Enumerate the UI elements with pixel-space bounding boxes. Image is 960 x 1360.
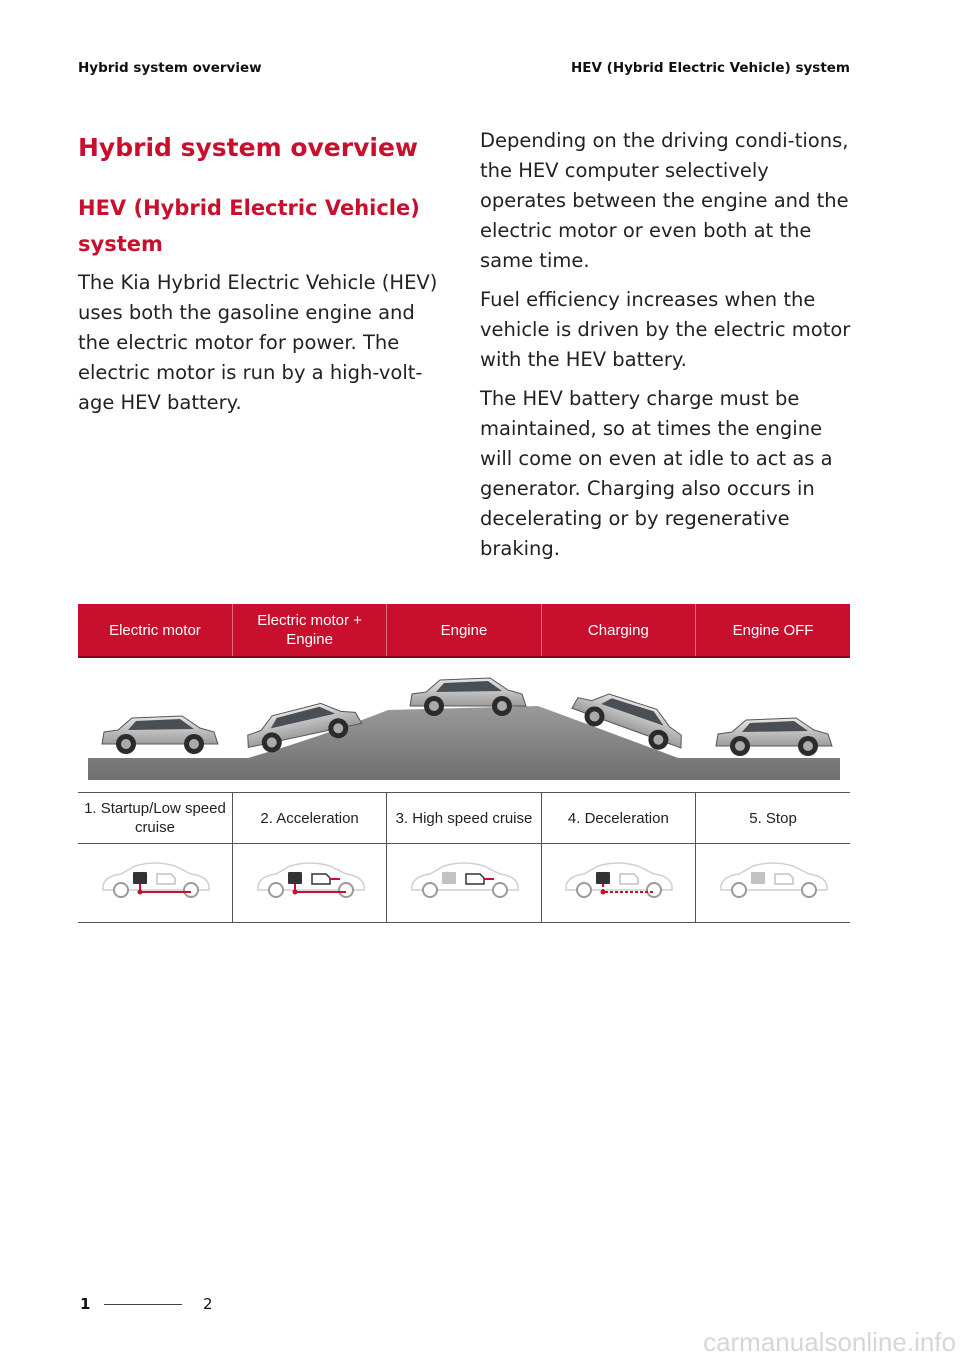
- subsection-title-line1: HEV (Hybrid Electric Vehicle): [78, 196, 420, 220]
- wheel-icon: [114, 883, 128, 897]
- flow-node: [137, 890, 142, 895]
- hill-illustration-row: [78, 657, 850, 793]
- flow-node: [601, 890, 606, 895]
- mode-header-row: [78, 604, 850, 657]
- watermark: carmanualsonline.info: [703, 1327, 956, 1357]
- section-title: Hybrid system overview: [78, 133, 419, 162]
- running-header-left: Hybrid system overview: [78, 60, 262, 76]
- power-flow-cell: [387, 844, 541, 923]
- mode-header-electric-motor: Electric motor: [78, 604, 232, 657]
- intro-paragraph: The Kia Hybrid Electric Vehicle (HEV) uses both the gasoline engine and the electric motor for power. The electric motor is run by a high-volt-age HEV battery.: [78, 271, 438, 414]
- hill-illustration-cell: [78, 657, 850, 793]
- power-flow-cell: [232, 844, 386, 923]
- engine-icon: [466, 874, 484, 884]
- car-stop: [716, 718, 832, 756]
- flow-node: [292, 890, 297, 895]
- power-flow-diagram-motor-engine: [250, 856, 370, 906]
- wheel-icon: [269, 883, 283, 897]
- mode-header-charging: Charging: [541, 604, 695, 657]
- engine-icon: [157, 874, 175, 884]
- right-column: [480, 126, 852, 573]
- step-startup: 1. Startup/Low speed cruise: [78, 793, 232, 844]
- mode-header-motor-engine: Electric motor + Engine: [232, 604, 386, 657]
- step-deceleration: 4. Deceleration: [541, 793, 695, 844]
- driving-scenario-illustration: [78, 658, 850, 788]
- battery-icon: [288, 872, 302, 884]
- engine-icon: [775, 874, 793, 884]
- paragraph-driving-conditions: Depending on the driving condi-tions, the HEV computer selectively operates between the engine and the electric motor or even both at the same time.: [480, 129, 849, 272]
- engine-icon: [620, 874, 638, 884]
- wheel-icon: [339, 883, 353, 897]
- left-column: [78, 126, 440, 427]
- battery-icon: [751, 872, 765, 884]
- step-stop: 5. Stop: [696, 793, 850, 844]
- power-flow-row: [78, 844, 850, 923]
- running-header-right: HEV (Hybrid Electric Vehicle) system: [570, 60, 850, 76]
- hybrid-modes-table: [78, 604, 850, 923]
- paragraph-battery-charge: The HEV battery charge must be maintained, so at times the engine will come on even at idle to act as a generator. Charging also occurs in decelerating or by regenerative braking.: [480, 387, 833, 560]
- power-flow-diagram-engine-off: [713, 856, 833, 906]
- step-acceleration: 2. Acceleration: [232, 793, 386, 844]
- subsection-title: [78, 190, 440, 262]
- battery-icon: [596, 872, 610, 884]
- wheel-icon: [802, 883, 816, 897]
- wheel-icon: [423, 883, 437, 897]
- power-flow-cell: [696, 844, 850, 923]
- page-number-left: 1: [80, 1295, 91, 1313]
- wheel-icon: [647, 883, 661, 897]
- mode-header-engine-off: Engine OFF: [696, 604, 850, 657]
- battery-icon: [133, 872, 147, 884]
- power-flow-cell: [78, 844, 232, 923]
- battery-icon: [442, 872, 456, 884]
- page-number-right: 2: [203, 1295, 213, 1313]
- footer-rule: [104, 1304, 182, 1305]
- wheel-icon: [577, 883, 591, 897]
- power-flow-diagram-electric: [95, 856, 215, 906]
- step-row: [78, 793, 850, 844]
- mode-header-engine: Engine: [387, 604, 541, 657]
- wheel-icon: [184, 883, 198, 897]
- engine-icon: [312, 874, 330, 884]
- wheel-icon: [493, 883, 507, 897]
- step-high-speed-cruise: 3. High speed cruise: [387, 793, 541, 844]
- power-flow-diagram-engine: [404, 856, 524, 906]
- paragraph-fuel-efficiency: Fuel efficiency increases when the vehicle is driven by the electric motor with the HEV battery.: [480, 288, 851, 371]
- wheel-icon: [732, 883, 746, 897]
- subsection-title-line2: system: [78, 232, 163, 256]
- car-startup: [102, 716, 218, 754]
- power-flow-diagram-charging: [558, 856, 678, 906]
- power-flow-cell: [541, 844, 695, 923]
